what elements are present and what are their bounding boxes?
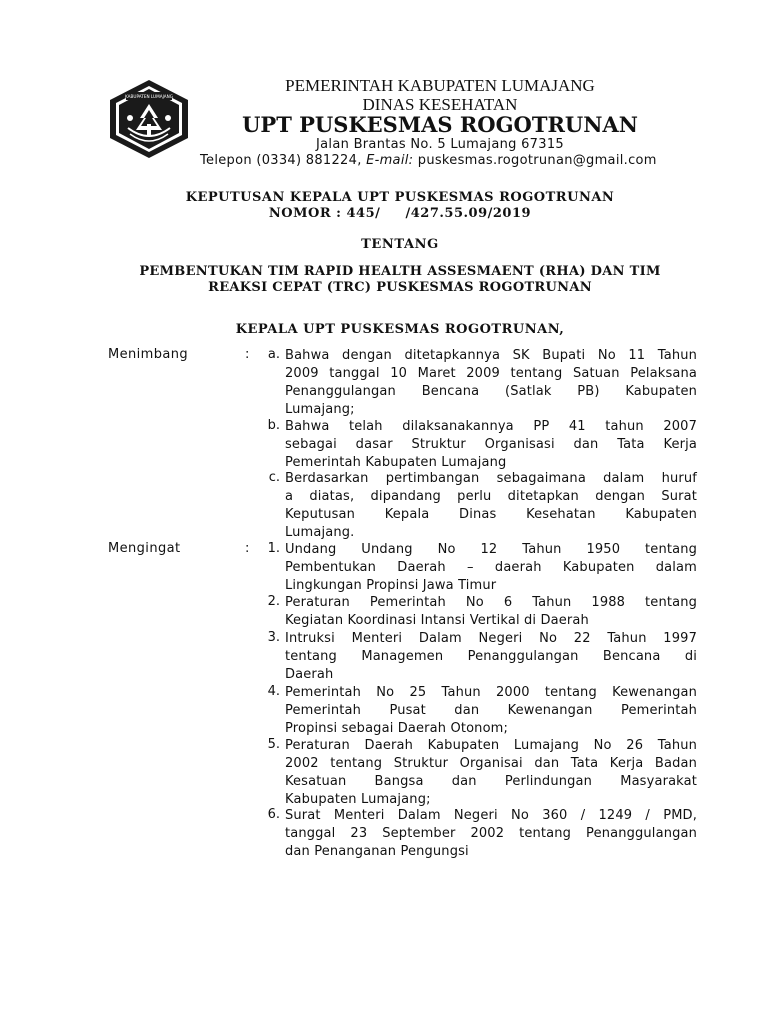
menimbang-label: Menimbang	[108, 347, 189, 362]
mengingat-marker: 3.	[267, 630, 280, 645]
email-label: E-mail:	[366, 153, 414, 168]
decree-title: KEPUTUSAN KEPALA UPT PUSKESMAS ROGOTRUNAN	[185, 190, 615, 205]
mengingat-item-line: Peraturan Daerah Kabupaten Lumajang No 26 Tahun	[285, 738, 697, 753]
mengingat-item-line: tanggal 23 September 2002 tentang Penanggulangan	[285, 826, 697, 841]
about-label: TENTANG	[361, 237, 439, 252]
government-name: PEMERINTAH KABUPATEN LUMAJANG	[285, 76, 595, 95]
menimbang-item-line: 2009 tanggal 10 Maret 2009 tentang Satuan Pelaksana	[285, 366, 697, 381]
subject-line-2: REAKSI CEPAT (TRC) PUSKESMAS ROGOTRUNAN	[208, 280, 592, 295]
menimbang-item-line: Lumajang.	[285, 525, 355, 540]
menimbang-item-line: Berdasarkan pertimbangan sebagaimana dalam huruf	[285, 471, 697, 486]
menimbang-item	[285, 470, 697, 542]
address-line: Jalan Brantas No. 5 Lumajang 67315	[316, 137, 564, 152]
office-name: DINAS KESEHATAN	[362, 95, 518, 114]
menimbang-item-line: sebagai dasar Struktur Organisasi dan Tata Kerja	[285, 437, 697, 452]
menimbang-item-line: Pemerintah Kabupaten Lumajang	[285, 455, 507, 470]
mengingat-item-line: Pemerintah No 25 Tahun 2000 tentang Kewenangan	[285, 685, 697, 700]
menimbang-marker: a.	[267, 347, 280, 362]
mengingat-item	[285, 541, 697, 595]
mengingat-item-line: Pemerintah Pusat dan Kewenangan Pemerintah	[285, 703, 697, 718]
mengingat-item-line: Kegiatan Koordinasi Intansi Vertikal di Daerah	[285, 613, 589, 628]
menimbang-colon: :	[245, 347, 250, 362]
mengingat-item-line: Pembentukan Daerah – daerah Kabupaten dalam	[285, 560, 697, 575]
mengingat-marker: 2.	[267, 594, 280, 609]
mengingat-item-line: Daerah	[285, 667, 334, 682]
mengingat-item	[285, 594, 697, 630]
subject-line-1: PEMBENTUKAN TIM RAPID HEALTH ASSESMAENT (RHA) DAN TIM	[139, 264, 661, 279]
unit-name: UPT PUSKESMAS ROGOTRUNAN	[242, 112, 638, 137]
email-link[interactable]: puskesmas.rogotrunan@gmail.com	[417, 153, 657, 168]
menimbang-item	[285, 418, 697, 472]
mengingat-item	[285, 630, 697, 684]
mengingat-item-line: Kabupaten Lumajang;	[285, 792, 431, 807]
menimbang-item	[285, 347, 697, 419]
menimbang-marker: b.	[267, 418, 280, 433]
menimbang-item-line: Keputusan Kepala Dinas Kesehatan Kabupaten	[285, 507, 697, 522]
head-of-office: KEPALA UPT PUSKESMAS ROGOTRUNAN,	[235, 322, 565, 337]
mengingat-label: Mengingat	[108, 541, 181, 556]
mengingat-item	[285, 684, 697, 738]
mengingat-item-line: Propinsi sebagai Daerah Otonom;	[285, 721, 509, 736]
mengingat-item-line: Intruksi Menteri Dalam Negeri No 22 Tahun 1997	[285, 631, 697, 646]
decree-number: NOMOR : 445/ /427.55.09/2019	[268, 206, 532, 221]
menimbang-item-line: Lumajang;	[285, 402, 355, 417]
logo-text: KABUPATEN LUMAJANG	[124, 94, 174, 99]
phone-text: Telepon (0334) 881224,	[200, 153, 362, 168]
mengingat-item-line: Peraturan Pemerintah No 6 Tahun 1988 tentang	[285, 595, 697, 610]
menimbang-marker: c.	[268, 470, 280, 485]
menimbang-item-line: a diatas, dipandang perlu ditetapkan dengan Surat	[285, 489, 697, 504]
mengingat-colon: :	[245, 541, 250, 556]
mengingat-item-line: Undang Undang No 12 Tahun 1950 tentang	[285, 542, 697, 557]
mengingat-item-line: dan Penanganan Pengungsi	[285, 844, 469, 859]
mengingat-marker: 1.	[267, 541, 280, 556]
mengingat-item-line: Lingkungan Propinsi Jawa Timur	[285, 578, 497, 593]
menimbang-item-line: Bahwa telah dilaksanakannya PP 41 tahun 2007	[285, 419, 697, 434]
mengingat-item-line: Surat Menteri Dalam Negeri No 360 / 1249 / PMD,	[285, 808, 697, 823]
mengingat-marker: 4.	[267, 684, 280, 699]
mengingat-marker: 6.	[267, 807, 280, 822]
mengingat-item-line: Kesatuan Bangsa dan Perlindungan Masyarakat	[285, 774, 697, 789]
contact-line	[200, 153, 657, 168]
mengingat-item	[285, 737, 697, 809]
menimbang-item-line: Bahwa dengan ditetapkannya SK Bupati No 11 Tahun	[285, 348, 697, 363]
regency-emblem-logo	[108, 78, 190, 160]
mengingat-marker: 5.	[267, 737, 280, 752]
menimbang-item-line: Penanggulangan Bencana (Satlak PB) Kabupaten	[285, 384, 697, 399]
mengingat-item-line: tentang Managemen Penanggulangan Bencana di	[285, 649, 697, 664]
mengingat-item	[285, 807, 697, 861]
mengingat-item-line: 2002 tentang Struktur Organisai dan Tata Kerja Badan	[285, 756, 697, 771]
